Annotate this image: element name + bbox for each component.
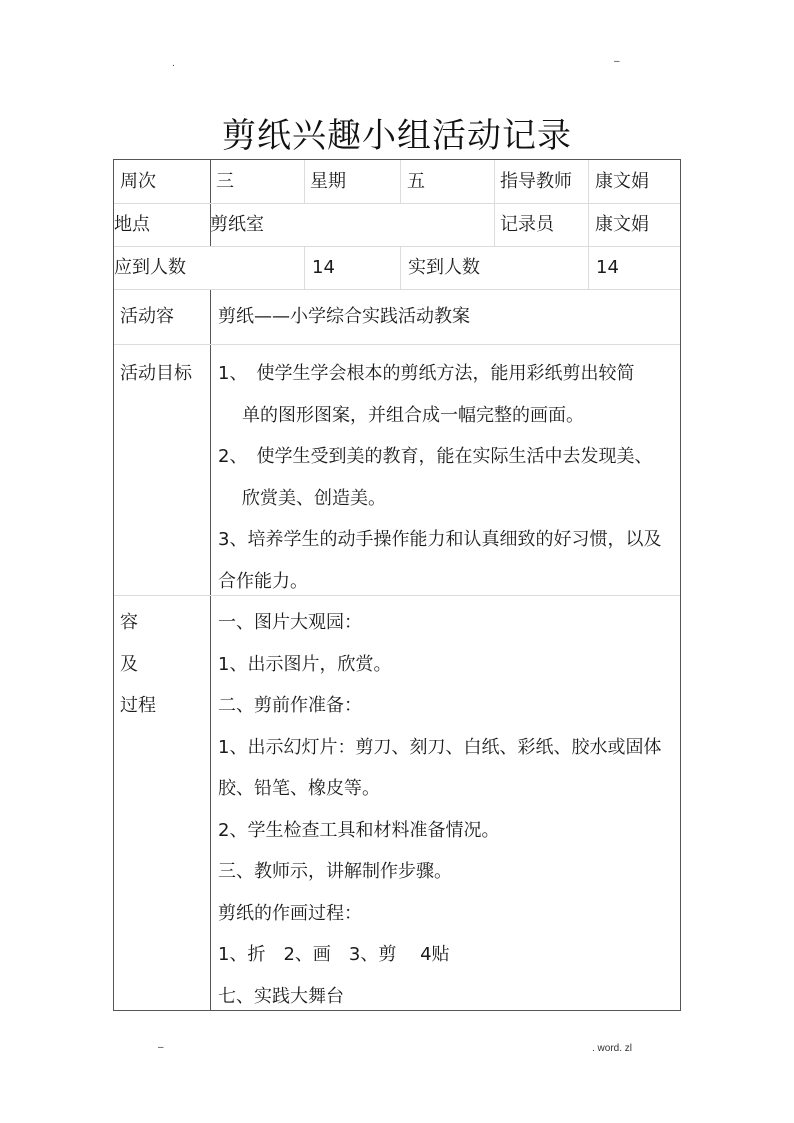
week-value: 三 <box>216 170 234 192</box>
week-row <box>114 160 680 204</box>
goals-line: 3、培养学生的动手操作能力和认真细致的好习惯，以及 <box>218 529 662 550</box>
attendance-row <box>114 247 680 290</box>
goals-line: 欣赏美、创造美。 <box>242 488 386 509</box>
process-line: 二、剪前作准备： <box>218 695 362 716</box>
weekday-label: 星期 <box>310 170 346 192</box>
teacher-value: 康文娟 <box>595 170 649 192</box>
process-label-line: 及 <box>120 654 138 675</box>
content-value: 剪纸——小学综合实践活动教案 <box>218 306 470 327</box>
bottom-right-mark: . word. zl <box>592 1043 633 1054</box>
weekday-value: 五 <box>407 170 425 192</box>
place-row <box>114 204 680 247</box>
process-line: 剪纸的作画过程： <box>218 903 362 924</box>
document-title: 剪纸兴趣小组活动记录 <box>222 116 572 156</box>
recorder-value: 康文娟 <box>595 214 649 235</box>
expected-label: 应到人数 <box>114 257 186 278</box>
process-line: 七、实践大舞台 <box>218 986 344 1007</box>
process-line: 1、出示幻灯片：剪刀、刻刀、白纸、彩纸、胶水或固体 <box>218 737 662 758</box>
recorder-label: 记录员 <box>500 214 554 235</box>
process-line: 1、折 2、画 3、剪 4贴 <box>218 944 450 965</box>
content-row <box>114 290 680 345</box>
process-row <box>114 596 680 1010</box>
goals-label: 活动目标 <box>120 363 192 384</box>
process-line: 一、图片大观园： <box>218 612 362 633</box>
top-left-mark: . <box>172 58 175 69</box>
record-table <box>113 159 681 1011</box>
actual-label: 实到人数 <box>408 257 480 278</box>
top-right-mark: – <box>614 56 620 67</box>
goals-line: 1、 使学生学会根本的剪纸方法，能用彩纸剪出较简 <box>218 363 635 384</box>
actual-value: 14 <box>596 257 619 278</box>
goals-line: 2、 使学生受到美的教育，能在实际生活中去发现美、 <box>218 446 653 467</box>
process-line: 1、出示图片，欣赏。 <box>218 654 392 675</box>
place-label: 地点 <box>114 214 150 235</box>
goals-row <box>114 345 680 596</box>
process-line: 三、教师示，讲解制作步骤。 <box>218 861 452 882</box>
process-label-line: 过程 <box>120 695 156 716</box>
process-label-line: 容 <box>120 612 138 633</box>
teacher-label: 指导教师 <box>500 170 572 192</box>
goals-line: 单的图形图案，并组合成一幅完整的画面。 <box>242 405 584 426</box>
week-label: 周次 <box>120 170 156 192</box>
place-value: 剪纸室 <box>210 214 264 235</box>
content-label: 活动容 <box>120 306 174 327</box>
bottom-left-mark: – <box>158 1042 164 1053</box>
goals-line: 合作能力。 <box>218 571 308 592</box>
process-line: 胶、铅笔、橡皮等。 <box>218 778 380 799</box>
process-line: 2、学生检查工具和材料准备情况。 <box>218 820 500 841</box>
expected-value: 14 <box>312 257 335 278</box>
